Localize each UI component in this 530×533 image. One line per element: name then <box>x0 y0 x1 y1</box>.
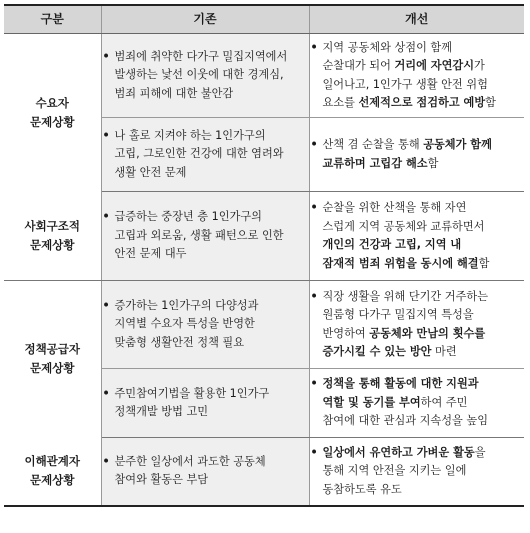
after-line <box>323 218 525 237</box>
plain-text: 참여에 대한 관심과 지속성을 높임 <box>322 414 489 428</box>
after-line <box>323 394 525 413</box>
table-row <box>4 438 524 506</box>
plain-text: 하여 주민 <box>420 395 468 409</box>
emphasis-text: 공동체가 함께 <box>423 138 492 151</box>
before-item <box>102 385 309 422</box>
after-item <box>310 39 525 113</box>
bullet-icon: • <box>310 289 318 303</box>
category-label: 문제상황 <box>30 114 75 129</box>
category-cell <box>4 281 101 438</box>
plain-text: 지역 공동체와 상점이 함께 <box>322 40 453 54</box>
after-item <box>310 199 525 273</box>
before-line: 지역별 수요자 특성을 반영한 <box>114 317 255 331</box>
after-line <box>323 306 525 325</box>
before-line: 발생하는 낯선 이웃에 대한 경계심, <box>114 68 284 82</box>
before-item <box>102 208 309 264</box>
plain-text: 을 <box>474 445 486 459</box>
before-cell <box>101 34 309 118</box>
plain-text: 동참하도록 유도 <box>322 482 402 496</box>
after-line <box>323 57 525 76</box>
before-line: 고립, 그로인한 건강에 대한 염려와 <box>114 147 284 161</box>
after-line <box>323 462 525 481</box>
after-line <box>323 94 525 113</box>
before-cell <box>101 438 309 506</box>
after-line <box>323 288 525 307</box>
table-row <box>4 34 524 118</box>
emphasis-text: 교류하며 고립감 해소 <box>322 156 428 170</box>
before-cell <box>101 369 309 438</box>
header-after: 개선 <box>309 5 524 34</box>
header-before: 기존 <box>101 5 309 34</box>
header-category: 구분 <box>4 5 101 34</box>
plain-text: 가 <box>474 59 485 72</box>
emphasis-text: 잠재적 범죄 위험을 동시에 해결 <box>322 256 479 270</box>
plain-text: 원룸형 다가구 밀집지역 특성을 <box>322 308 474 321</box>
after-cell <box>309 118 524 192</box>
after-item <box>310 375 525 431</box>
plain-text: 반영하여 <box>322 326 370 340</box>
category-label: 문제상황 <box>30 237 75 252</box>
before-line: 참여와 활동은 부담 <box>114 473 209 487</box>
plain-text: 함 <box>478 256 490 270</box>
after-cell <box>309 281 524 369</box>
category-cell <box>4 34 101 192</box>
emphasis-text: 정책을 통해 활동에 대한 지원과 <box>322 377 479 391</box>
after-cell <box>309 192 524 281</box>
bullet-icon: • <box>102 49 110 63</box>
after-line <box>323 375 525 394</box>
before-item <box>102 453 309 490</box>
bullet-icon: • <box>102 298 110 312</box>
after-line <box>323 343 525 362</box>
category-label: 문제상황 <box>30 473 75 487</box>
bullet-icon: • <box>102 128 110 142</box>
before-line: 범죄 피해에 대한 불안감 <box>114 86 234 100</box>
after-line <box>323 481 525 500</box>
category-label: 정책공급자 <box>24 342 81 357</box>
emphasis-text: 개인의 건강과 고립, 지역 내 <box>322 238 462 251</box>
plain-text: 통해 지역 안전을 지키는 일에 <box>322 464 467 477</box>
plain-text: 일어나고, 1인가구 생활 안전 위험 <box>322 77 488 91</box>
emphasis-text: 공동체와 만남의 횟수를 <box>369 326 486 340</box>
category-label: 문제상황 <box>30 361 75 376</box>
before-item <box>102 127 309 183</box>
before-item <box>102 297 309 353</box>
bullet-icon: • <box>310 201 318 214</box>
before-line: 정책개발 방법 고민 <box>114 405 209 418</box>
before-cell <box>101 118 309 192</box>
category-label: 수요자 <box>35 95 69 110</box>
bullet-icon: • <box>310 445 318 459</box>
plain-text: 함 <box>485 96 496 109</box>
after-cell <box>309 369 524 438</box>
plain-text: 산책 겸 순찰을 통해 <box>322 138 424 151</box>
comparison-table <box>4 4 524 507</box>
after-line <box>323 39 525 58</box>
bullet-icon: • <box>102 386 110 400</box>
after-line <box>323 412 525 431</box>
table-row <box>4 281 524 369</box>
after-line <box>323 255 525 274</box>
before-line: 증가하는 1인가구의 다양성과 <box>114 298 259 312</box>
after-line <box>323 236 525 255</box>
before-cell <box>101 281 309 369</box>
after-item <box>310 444 525 500</box>
bullet-icon: • <box>102 454 110 468</box>
before-cell <box>101 192 309 281</box>
table-body <box>4 34 524 506</box>
emphasis-text: 증가시킬 수 있는 방안 <box>322 345 432 358</box>
bullet-icon: • <box>310 40 318 54</box>
emphasis-text: 선제적으로 점검하고 예방 <box>358 96 486 109</box>
after-line <box>323 76 525 95</box>
before-line: 고립과 외로움, 생활 패턴으로 인한 <box>114 228 284 242</box>
category-label: 이해관계자 <box>24 454 81 468</box>
plain-text: 함 <box>427 156 439 170</box>
bullet-icon: • <box>310 138 318 151</box>
after-item <box>310 288 525 362</box>
before-item <box>102 48 309 104</box>
plain-text: 요소를 <box>322 96 359 109</box>
header-row <box>4 5 524 34</box>
plain-text: 직장 생활을 위해 단기간 거주하는 <box>322 289 489 303</box>
plain-text: 마련 <box>431 345 457 358</box>
before-line: 안전 문제 대두 <box>114 247 187 261</box>
plain-text: 순찰을 위한 산책을 통해 자연 <box>322 201 467 214</box>
before-line: 나 홀로 지켜야 하는 1인가구의 <box>114 128 266 142</box>
before-line: 맞춤형 생활안전 정책 필요 <box>114 335 245 349</box>
table-row <box>4 192 524 281</box>
before-line: 범죄에 취약한 다가구 밀집지역에서 <box>114 49 288 63</box>
after-item <box>310 136 525 173</box>
after-line <box>323 444 525 463</box>
plain-text: 스럽게 지역 공동체와 교류하면서 <box>322 219 485 233</box>
after-line <box>323 325 525 344</box>
emphasis-text: 일상에서 유연하고 가벼운 활동 <box>322 445 475 459</box>
category-cell <box>4 192 101 281</box>
before-line: 생활 안전 문제 <box>114 165 187 179</box>
bullet-icon: • <box>310 377 318 391</box>
after-line <box>323 136 525 155</box>
before-line: 주민참여기법을 활용한 1인가구 <box>114 386 270 400</box>
bullet-icon: • <box>102 210 110 224</box>
plain-text: 순찰대가 되어 <box>322 59 395 72</box>
after-cell <box>309 438 524 506</box>
before-line: 분주한 일상에서 과도한 공동체 <box>114 454 266 468</box>
after-cell <box>309 34 524 118</box>
before-line: 급증하는 중장년 층 1인가구의 <box>114 210 262 224</box>
category-label: 사회구조적 <box>24 218 81 233</box>
after-line <box>323 199 525 218</box>
after-line <box>323 155 525 174</box>
category-cell <box>4 438 101 506</box>
emphasis-text: 역할 및 동기를 부여 <box>322 395 421 409</box>
emphasis-text: 거리에 자연감시 <box>394 59 475 72</box>
